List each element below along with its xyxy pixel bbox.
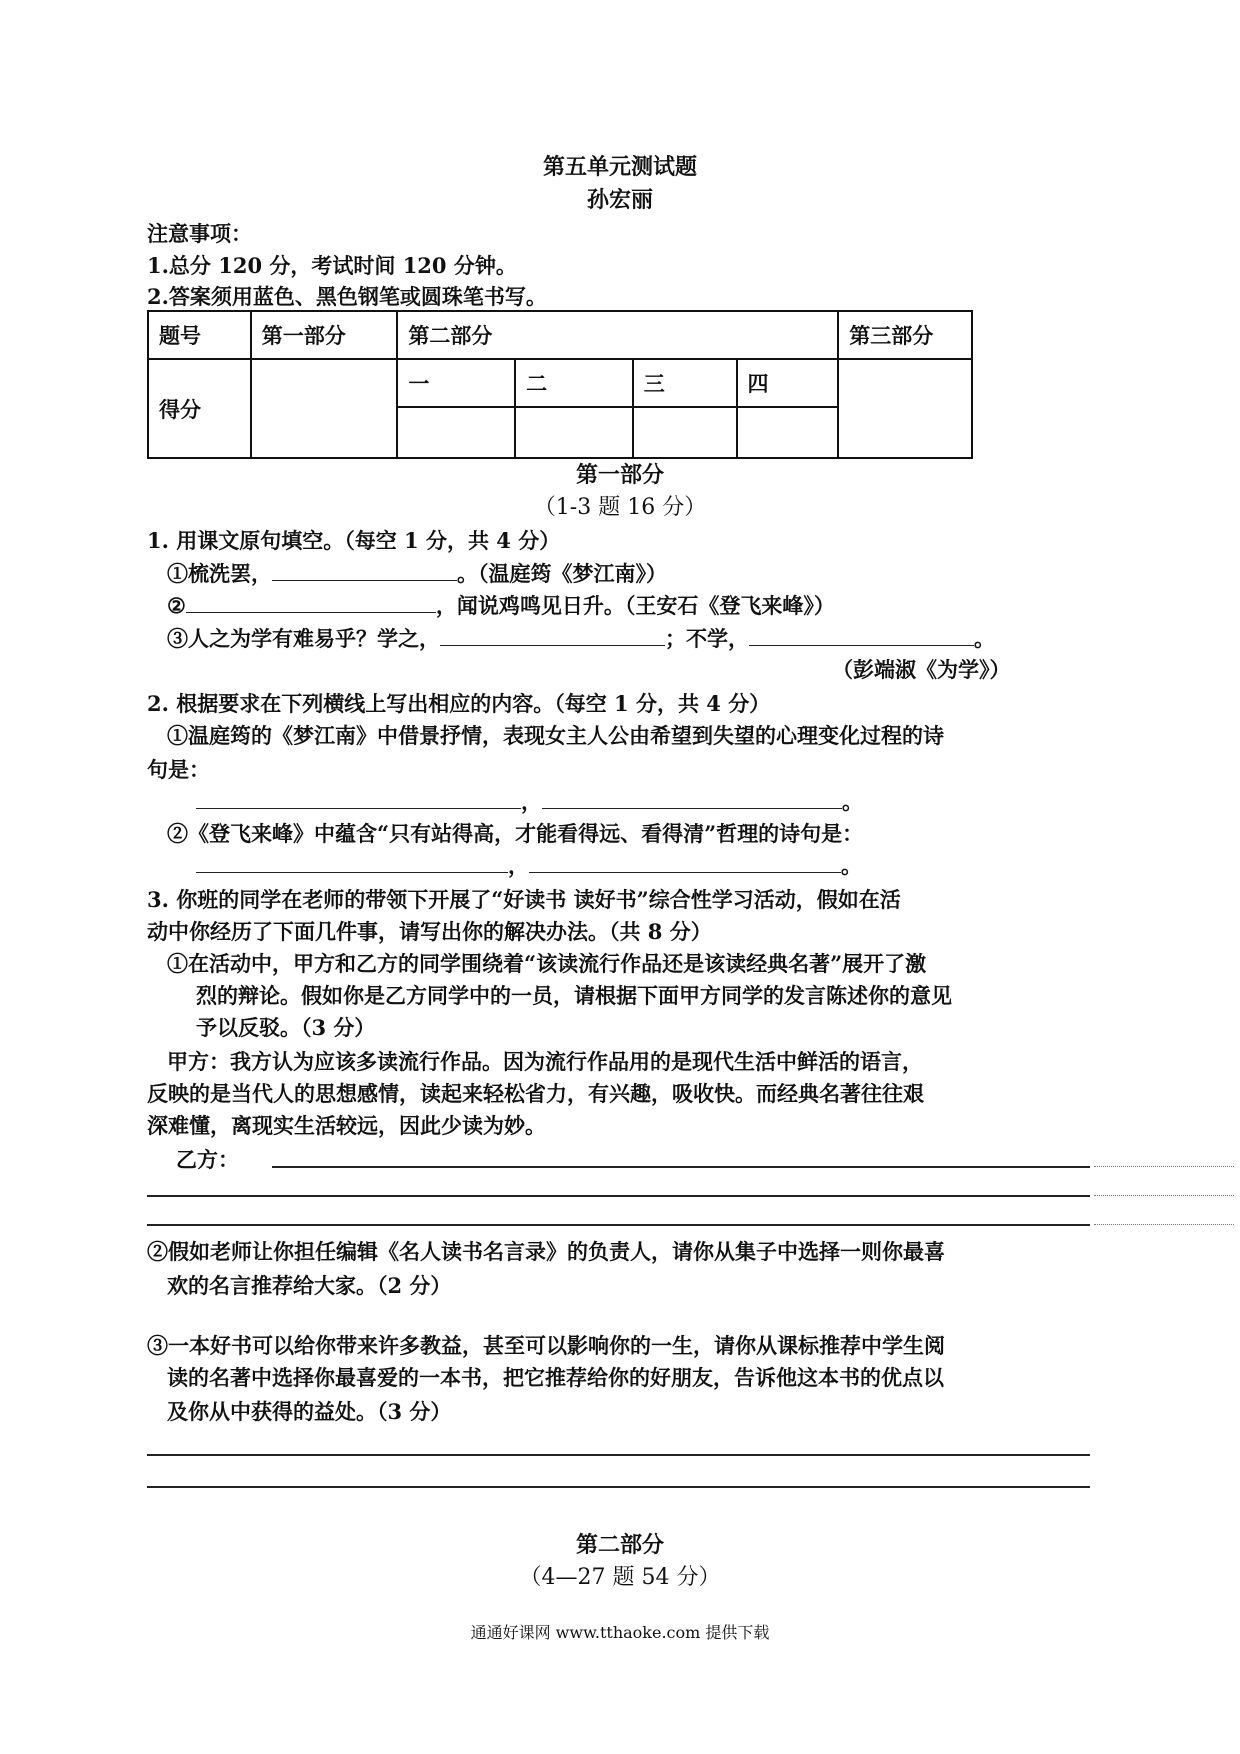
notes-heading: 注意事项： <box>147 221 252 246</box>
q1-line3: ③人之为学有难易乎？学之， ；不学， 。 <box>167 626 995 651</box>
answer-blank[interactable] <box>529 871 841 873</box>
table-header-cell: 二 <box>515 359 633 407</box>
table-header-cell: 第一部分 <box>251 311 398 359</box>
table-header-cell: 四 <box>737 359 839 407</box>
q3-sub3: 读的名著中选择你最喜爱的一本书，把它推荐给你的好朋友，告诉他这本书的优点以 <box>167 1365 944 1390</box>
q3-sub1: 烈的辩论。假如你是乙方同学中的一员，请根据下面甲方同学的发言陈述你的意见 <box>196 983 952 1008</box>
answer-line[interactable] <box>147 1454 1090 1456</box>
q1-source: （彭端淑《为学》） <box>832 657 1011 682</box>
q2-answer-line1: ， 。 <box>196 786 863 816</box>
jia-statement: 深难懂，离现实生活较远，因此少读为妙。 <box>147 1113 546 1138</box>
score-cell[interactable] <box>633 407 737 458</box>
q2-answer-line2: ， 。 <box>196 850 862 880</box>
answer-line[interactable] <box>147 1224 1090 1226</box>
q3-sub1: ①在活动中，甲方和乙方的同学围绕着“该读流行作品还是该读经典名著”展开了激 <box>167 951 927 976</box>
answer-blank[interactable] <box>542 807 842 809</box>
q1-line1: ①梳洗罢， 。（温庭筠《梦江南》） <box>167 561 667 586</box>
q3-sub1: 予以反驳。（3 分） <box>196 1015 376 1040</box>
q3-sub3: 及你从中获得的益处。（3 分） <box>167 1399 452 1424</box>
footer-credit: 通通好课网 www.tthaoke.com 提供下载 <box>470 1623 770 1642</box>
table-header-cell: 题号 <box>148 311 251 359</box>
q3-sub2: 欢的名言推荐给大家。（2 分） <box>167 1273 452 1298</box>
answer-blank[interactable] <box>196 871 508 873</box>
answer-blank[interactable] <box>186 611 436 613</box>
q2-item1-line2: 句是： <box>147 757 210 782</box>
q3-stem: 动中你经历了下面几件事，请写出你的解决办法。（共 8 分） <box>147 919 712 944</box>
score-table <box>147 310 973 459</box>
score-row-label: 得分 <box>148 359 251 458</box>
q1-line2: ② ，闻说鸡鸣见日升。（王安石《登飞来峰》） <box>167 593 835 618</box>
divider <box>1094 1224 1234 1225</box>
answer-line[interactable] <box>147 1195 1090 1197</box>
note-item: 1.总分 120 分，考试时间 120 分钟。 <box>147 253 517 278</box>
answer-line[interactable] <box>147 1486 1090 1488</box>
score-cell[interactable] <box>397 407 515 458</box>
part1-title: 第一部分 <box>575 462 664 488</box>
jia-statement: 反映的是当代人的思想感情，读起来轻松省力，有兴趣，吸收快。而经典名著往往艰 <box>147 1081 924 1106</box>
jia-statement: 甲方：我方认为应该多读流行作品。因为流行作品用的是现代生活中鲜活的语言， <box>167 1049 923 1074</box>
q3-stem: 3. 你班的同学在老师的带领下开展了“好读书 读好书”综合性学习活动，假如在活 <box>147 887 901 912</box>
answer-blank[interactable] <box>749 644 974 646</box>
page-title: 第五单元测试题 <box>542 154 697 180</box>
table-header-cell: 一 <box>397 359 515 407</box>
q1-stem: 1. 用课文原句填空。（每空 1 分，共 4 分） <box>147 528 561 553</box>
part2-subtitle: （4—27 题 54 分） <box>519 1565 721 1590</box>
q3-sub3: ③一本好书可以给你带来许多教益，甚至可以影响你的一生，请你从课标推荐中学生阅 <box>147 1333 945 1358</box>
author: 孙宏丽 <box>586 187 653 213</box>
part2-title: 第二部分 <box>575 1532 664 1558</box>
q2-item1-line1: ①温庭筠的《梦江南》中借景抒情，表现女主人公由希望到失望的心理变化过程的诗 <box>167 723 944 748</box>
q2-stem: 2. 根据要求在下列横线上写出相应的内容。（每空 1 分，共 4 分） <box>147 691 771 716</box>
table-header-cell: 第三部分 <box>838 311 972 359</box>
score-cell[interactable] <box>515 407 633 458</box>
answer-blank[interactable] <box>272 579 457 581</box>
score-cell[interactable] <box>838 359 972 458</box>
yi-label: 乙方： <box>176 1147 239 1172</box>
note-item: 2.答案须用蓝色、黑色钢笔或圆珠笔书写。 <box>147 284 547 309</box>
score-cell[interactable] <box>251 359 398 458</box>
q2-item2: ②《登飞来峰》中蕴含“只有站得高，才能看得远、看得清”哲理的诗句是： <box>167 821 864 846</box>
table-header-cell: 三 <box>633 359 737 407</box>
table-header-cell: 第二部分 <box>397 311 838 359</box>
divider <box>1094 1166 1234 1167</box>
divider <box>1094 1195 1234 1196</box>
part1-subtitle: （1-3 题 16 分） <box>533 495 707 520</box>
answer-blank[interactable] <box>196 807 521 809</box>
q3-sub2: ②假如老师让你担任编辑《名人读书名言录》的负责人，请你从集子中选择一则你最喜 <box>147 1239 945 1264</box>
score-cell[interactable] <box>737 407 839 458</box>
answer-blank[interactable] <box>440 644 665 646</box>
answer-line[interactable] <box>272 1166 1090 1168</box>
